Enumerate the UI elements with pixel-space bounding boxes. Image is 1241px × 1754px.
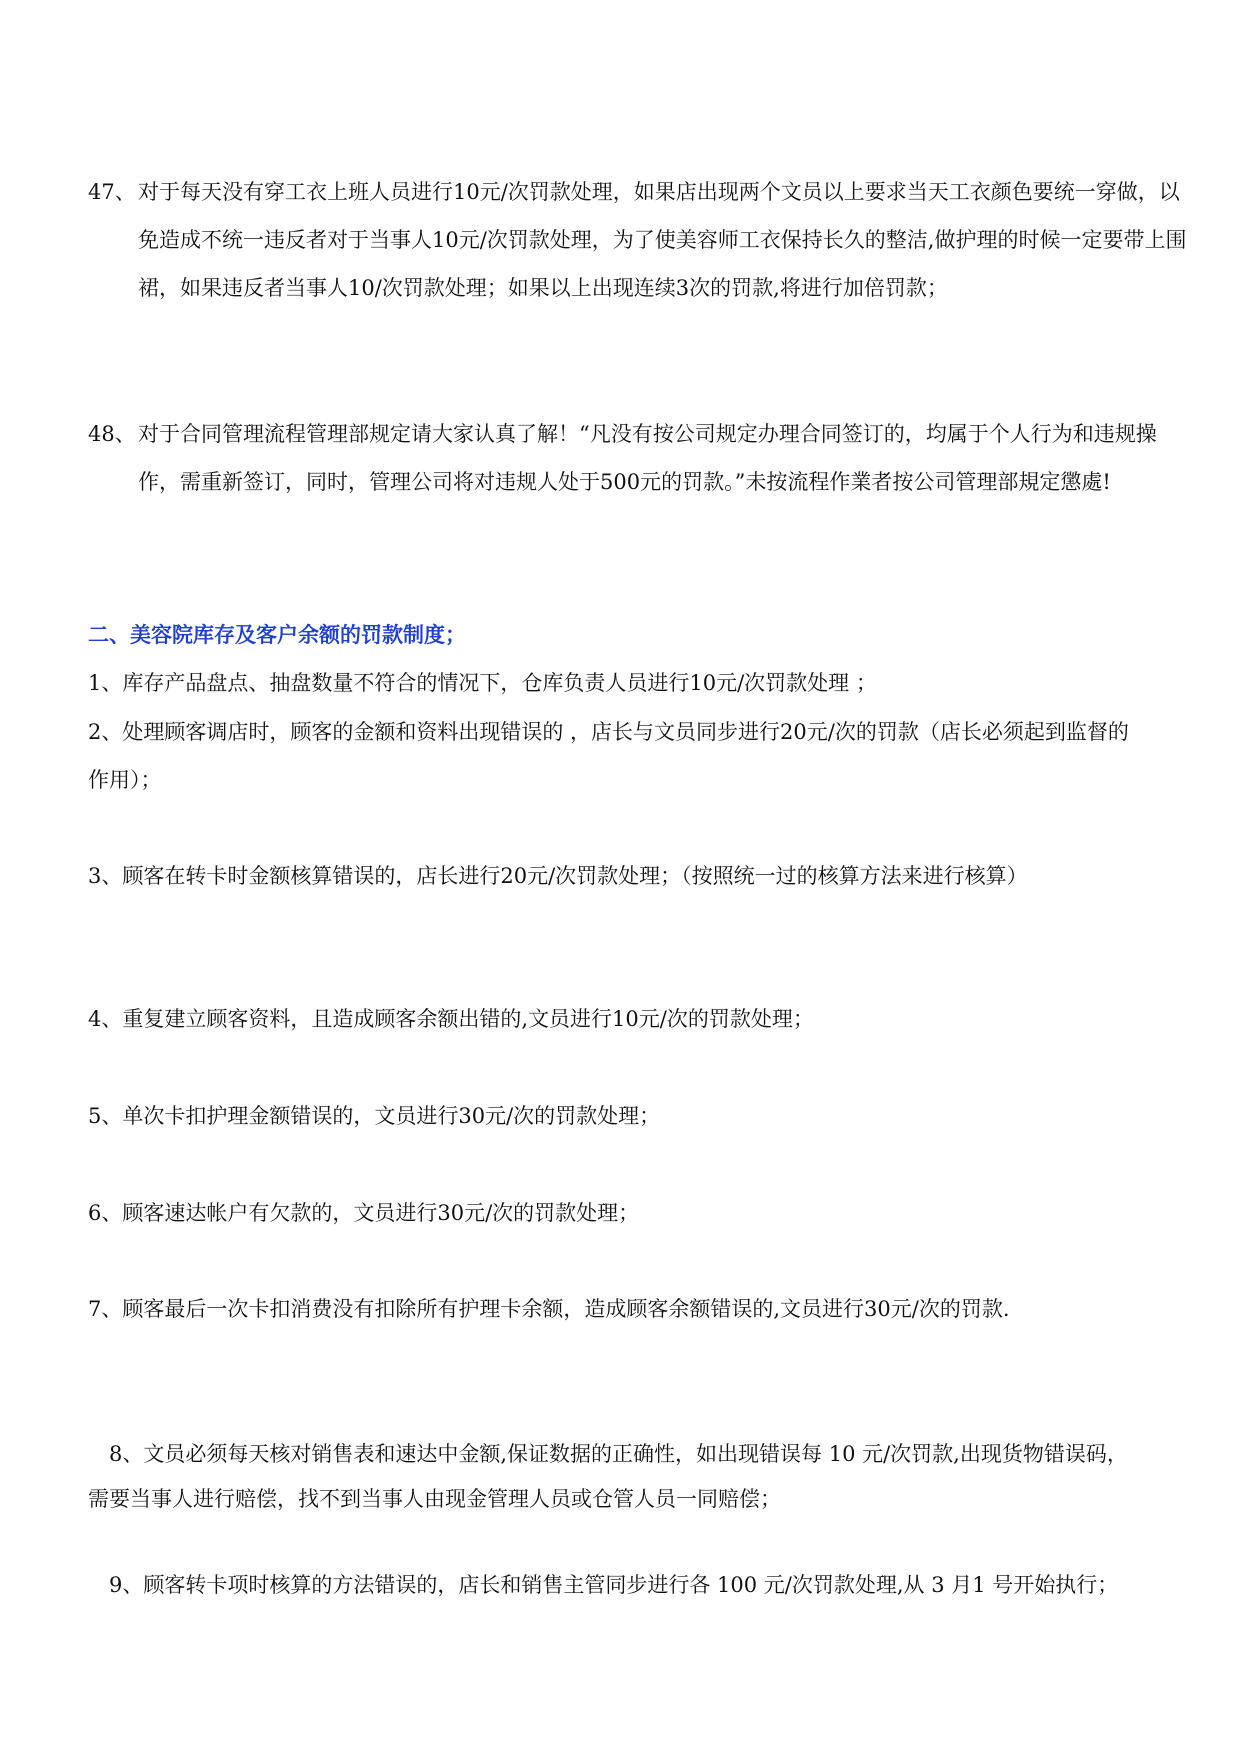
section-item-9: 9、顾客转卡项时核算的方法错误的，店长和销售主管同步进行各 100 元/次罚款处理,从 3 月1 号开始执行； [88,1573,1119,1597]
rule-item-47 [88,168,1198,312]
section-item-3: 3、顾客在转卡时金额核算错误的，店长进行20元/次罚款处理；（按照统一过的核算方法来进行核算） [88,864,1028,888]
rule-text: 对于每天没有穿工衣上班人员进行10元/次罚款处理，如果店出现两个文员以上要求当天工衣颜色要统一穿做，以免造成不统一违反者对于当事人10元/次罚款处理，为了使美容师工衣保持长久的整洁,做护理的时候一定要带上围裙，如果违反者当事人10/次罚款处理；如果以上出现连续3次的罚款,将进行加倍罚款； [138,180,1187,300]
section-item-6: 6、顾客速达帐户有欠款的，文员进行30元/次的罚款处理； [88,1201,640,1225]
section-heading: 二、美容院库存及客户余额的罚款制度； [88,622,466,647]
rule-item-48 [88,410,1198,506]
rule-text: 对于合同管理流程管理部规定请大家认真了解！“凡没有按公司规定办理合同签订的，均属于个人行为和违规操作，需重新签订，同时，管理公司将对违规人处于500元的罚款。”未按流程作業者按公司管理部規定懲處! [138,422,1157,494]
rule-number: 47、 [88,180,136,204]
section-item-7: 7、顾客最后一次卡扣消费没有扣除所有护理卡余额，造成顾客余额错误的,文员进行30元/次的罚款. [88,1297,1010,1321]
rule-number: 48、 [88,422,136,446]
section-item-2: 2、处理顾客调店时，顾客的金额和资料出现错误的 ，店长与文员同步进行20元/次的罚款（店长必须起到监督的作用）； [88,720,1129,792]
section-item-1: 1、库存产品盘点、抽盘数量不符合的情况下，仓库负责人员进行10元/次罚款处理 ； [88,671,877,695]
section-item-8: 8、文员必须每天核对销售表和速达中金额,保证数据的正确性，如出现错误每 10 元/次罚款,出现货物错误码，需要当事人进行赔偿，找不到当事人由现金管理人员或仓管人员一同赔偿； [88,1442,1128,1511]
section-item-5: 5、单次卡扣护理金额错误的，文员进行30元/次的罚款处理； [88,1104,661,1128]
section-item-4: 4、重复建立顾客资料，且造成顾客余额出错的,文员进行10元/次的罚款处理； [88,1007,814,1031]
